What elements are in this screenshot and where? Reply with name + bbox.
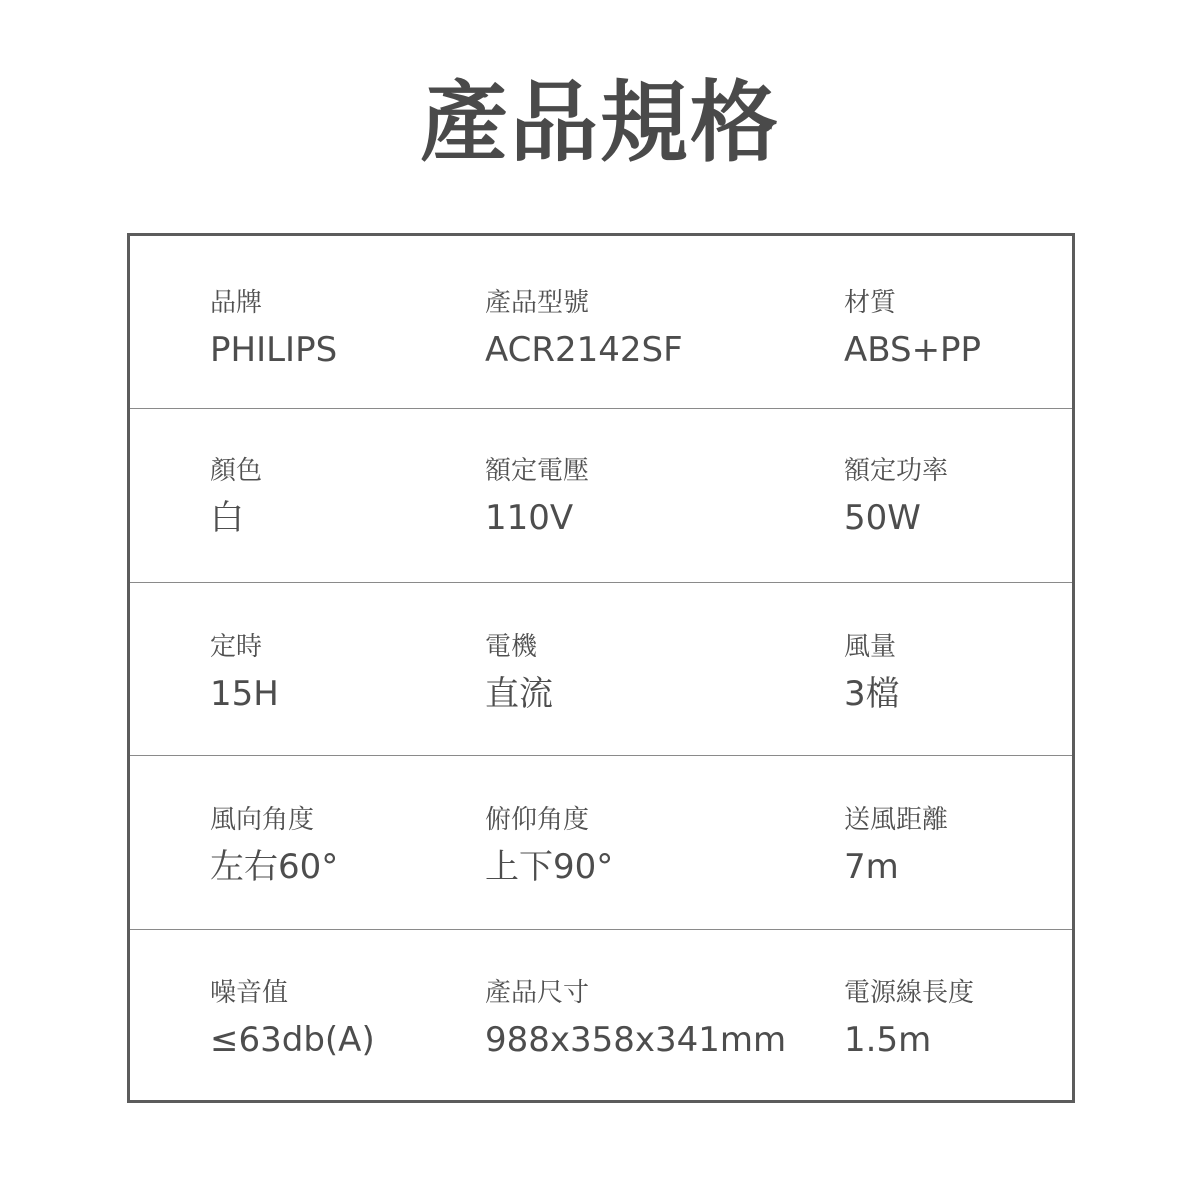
spec-value: 白 [210, 498, 244, 538]
spec-label: 電機 [485, 632, 538, 662]
spec-label: 風向角度 [210, 805, 315, 835]
spec-table [127, 233, 1075, 1103]
spec-label: 材質 [844, 288, 897, 318]
spec-cell [485, 286, 683, 372]
spec-cell [210, 454, 262, 540]
spec-label: 品牌 [210, 288, 263, 318]
spec-value: 15H [210, 674, 279, 714]
spec-cell [210, 630, 279, 716]
spec-value: ACR2142SF [485, 330, 683, 370]
spec-value: 50W [844, 498, 921, 538]
page-title: 產品規格 [419, 71, 780, 174]
spec-row [130, 582, 1072, 756]
spec-value: 左右60° [210, 847, 339, 887]
spec-label: 噪音值 [210, 978, 289, 1008]
spec-cell [485, 630, 553, 716]
spec-cell [485, 454, 589, 540]
spec-label: 顏色 [210, 456, 263, 486]
spec-cell [485, 803, 613, 889]
spec-value: 988x358x341mm [485, 1020, 787, 1060]
spec-label: 送風距離 [844, 805, 949, 835]
spec-cell [210, 286, 337, 372]
spec-row [130, 755, 1072, 930]
spec-value: ≤63db(A) [210, 1020, 375, 1060]
spec-label: 俯仰角度 [485, 805, 590, 835]
spec-value: 上下90° [485, 847, 614, 887]
spec-row [130, 408, 1072, 583]
spec-label: 額定電壓 [485, 456, 590, 486]
spec-value: 7m [844, 847, 899, 887]
spec-label: 電源線長度 [844, 978, 975, 1008]
spec-cell [485, 976, 786, 1062]
spec-value: 3檔 [844, 674, 900, 714]
spec-row [130, 236, 1072, 409]
spec-label: 產品型號 [485, 288, 590, 318]
spec-value: 1.5m [844, 1020, 932, 1060]
spec-cell [210, 803, 338, 889]
spec-cell [844, 976, 974, 1062]
spec-cell [210, 976, 375, 1062]
spec-label: 產品尺寸 [485, 978, 590, 1008]
spec-label: 定時 [210, 632, 263, 662]
spec-cell [844, 630, 900, 716]
spec-cell [844, 803, 948, 889]
spec-value: ABS+PP [844, 330, 982, 370]
spec-label: 風量 [844, 632, 897, 662]
spec-value: 直流 [485, 674, 553, 714]
spec-row [130, 929, 1072, 1100]
spec-value: 110V [485, 498, 574, 538]
spec-cell [844, 454, 948, 540]
spec-value: PHILIPS [210, 330, 338, 370]
spec-label: 額定功率 [844, 456, 949, 486]
spec-cell [844, 286, 981, 372]
